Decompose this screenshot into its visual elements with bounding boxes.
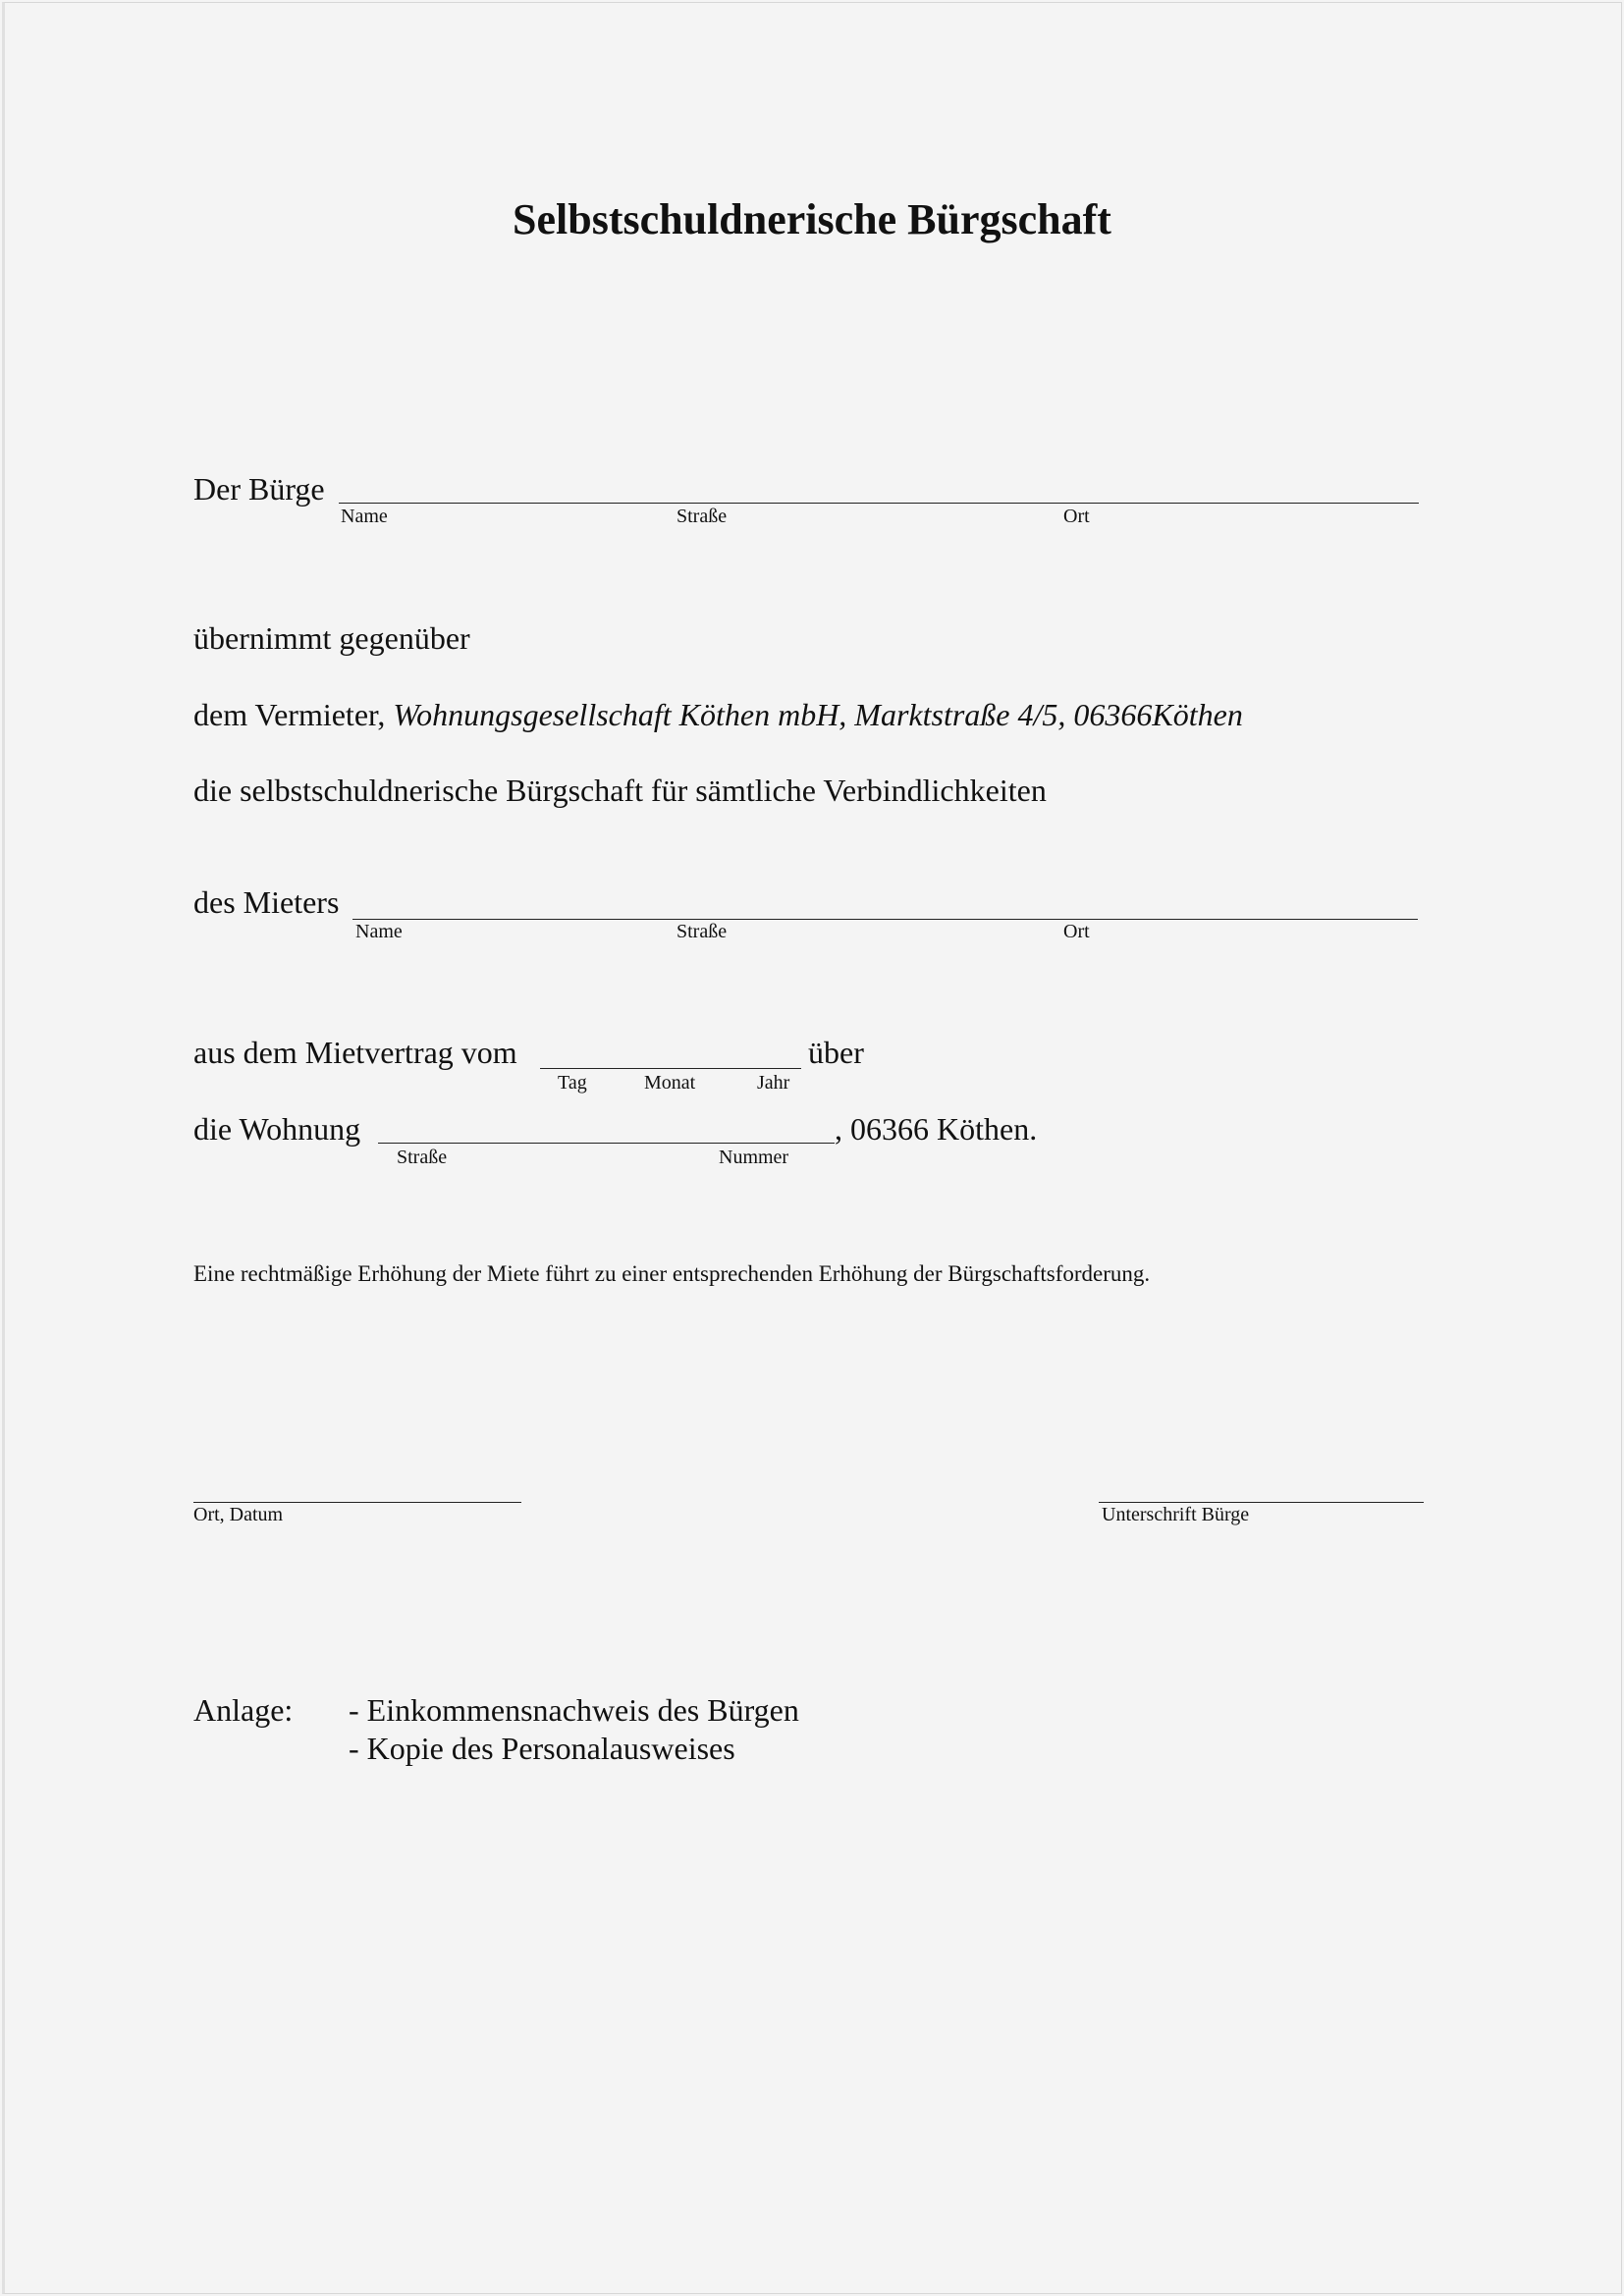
mieter-name-caption: Name (355, 921, 403, 942)
buerge-name-caption: Name (341, 506, 388, 527)
buerge-ort-caption: Ort (1063, 506, 1090, 527)
mietvertrag-suffix: über (808, 1035, 864, 1070)
ort-datum-line[interactable] (193, 1502, 521, 1503)
mietvertrag-date-line[interactable] (540, 1068, 801, 1069)
monat-caption: Monat (644, 1072, 696, 1094)
uebernimmt-text: übernimmt gegenüber (193, 620, 470, 656)
jahr-caption: Jahr (757, 1072, 790, 1094)
page-border (2, 2, 1622, 2294)
buerge-strasse-caption: Straße (677, 506, 728, 527)
unterschrift-line[interactable] (1099, 1502, 1424, 1503)
anlage-item: - Einkommensnachweis des Bürgen (349, 1692, 799, 1728)
buergschaft-text: die selbstschuldnerische Bürgschaft für sämtliche Verbindlichkeiten (193, 773, 1047, 808)
ort-datum-caption: Ort, Datum (193, 1504, 284, 1525)
buerge-input-line[interactable] (339, 503, 1419, 504)
erhoehung-note: Eine rechtmäßige Erhöhung der Miete führt zu einer entsprechenden Erhöhung der Bürgschaftsforderung. (193, 1261, 1151, 1286)
wohnung-label: die Wohnung (193, 1111, 361, 1147)
mietvertrag-label: aus dem Mietvertrag vom (193, 1035, 517, 1070)
wohnung-strasse-caption: Straße (397, 1147, 448, 1168)
vermieter-label: dem Vermieter, (193, 697, 386, 732)
wohnung-suffix: , 06366 Köthen. (835, 1111, 1038, 1147)
mieter-input-line[interactable] (352, 919, 1418, 920)
mieter-strasse-caption: Straße (677, 921, 728, 942)
mieter-label: des Mieters (193, 884, 340, 920)
vermieter-line (193, 699, 1243, 730)
mieter-ort-caption: Ort (1063, 921, 1090, 942)
anlage-item: - Kopie des Personalausweises (349, 1731, 735, 1766)
document-title: Selbstschuldnerische Bürgschaft (513, 195, 1111, 243)
buerge-label: Der Bürge (193, 471, 325, 507)
wohnung-nummer-caption: Nummer (719, 1147, 789, 1168)
anlage-label: Anlage: (193, 1692, 294, 1728)
vermieter-value: Wohnungsgesellschaft Köthen mbH, Marktstraße 4/5, 06366Köthen (393, 697, 1243, 732)
wohnung-input-line[interactable] (378, 1143, 835, 1144)
unterschrift-caption: Unterschrift Bürge (1102, 1504, 1250, 1525)
tag-caption: Tag (558, 1072, 587, 1094)
